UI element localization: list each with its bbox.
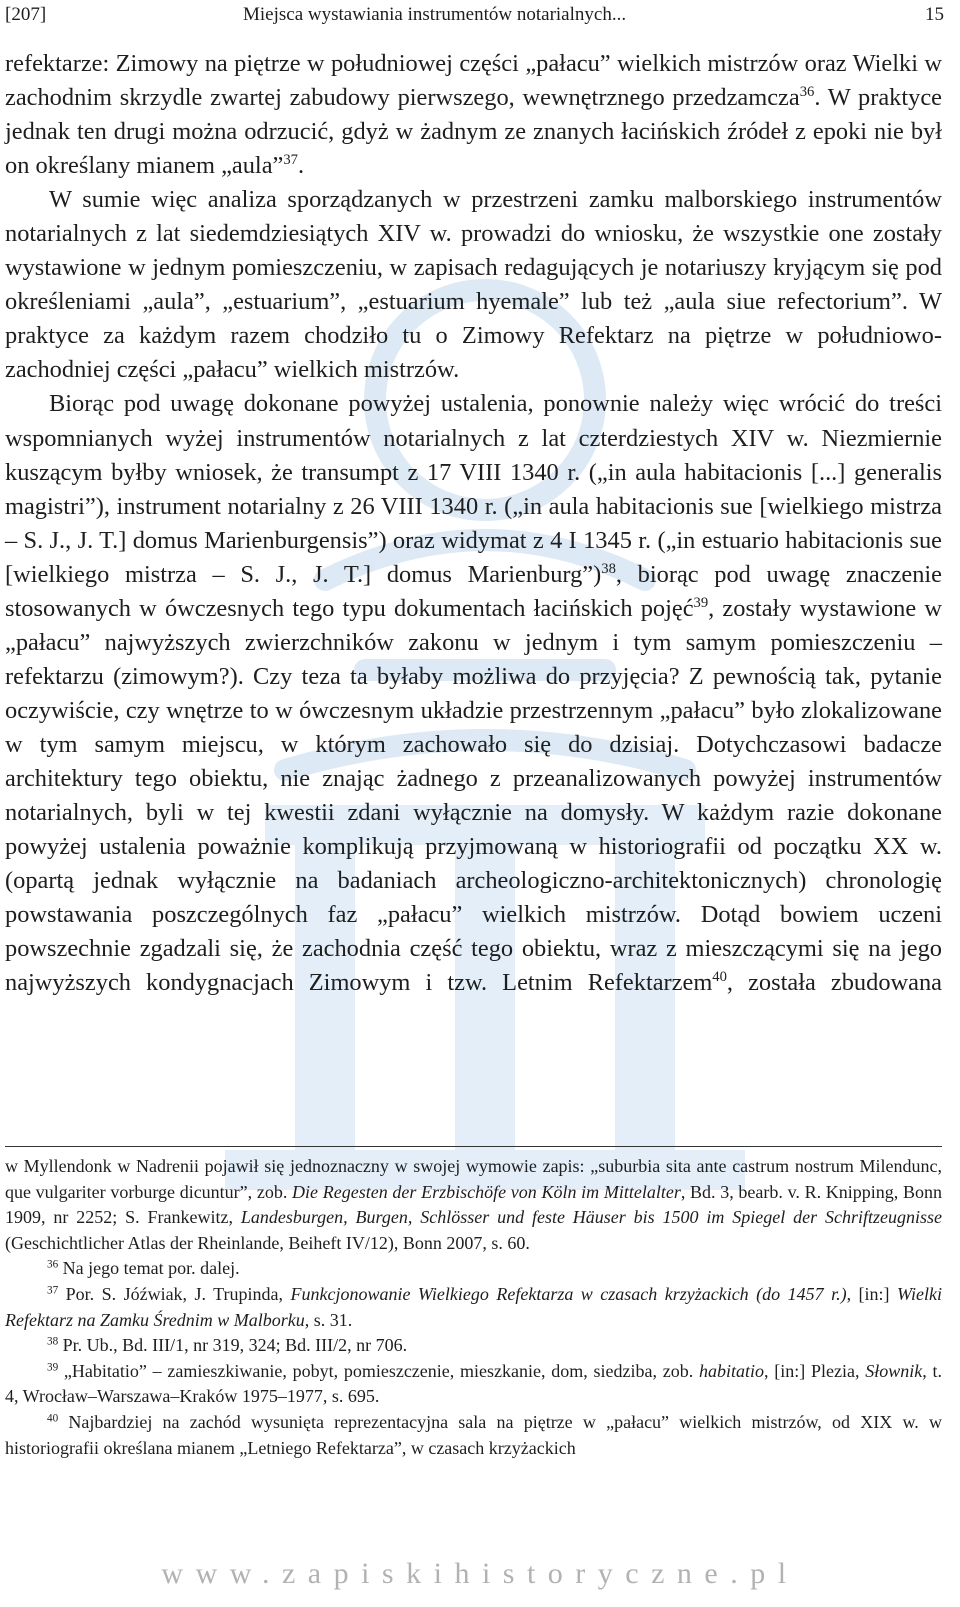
footnote-ref[interactable]: 37	[283, 152, 298, 169]
footnote-40: $^{40}$ Najbardziej na zachód wysunięta reprezentacyjna sala na piętrze w „pałacu” wielkich mistrzów, od XIX w. w historiografii określana mianem „Letniego Refektarza”, w czasach krzyżackich	[5, 1411, 942, 1458]
running-header	[5, 0, 944, 30]
footnote-36: $^{36}$ Na jego temat por. dalej.	[47, 1258, 240, 1279]
footer-website[interactable]: www.zapiskihistoryczne.pl	[161, 1557, 799, 1590]
footnote-ref[interactable]: 40	[712, 969, 727, 986]
footnote-37: $^{37}$ Por. S. Jóźwiak, J. Trupinda, Funkcjonowanie Wielkiego Refektarza w czasach krzyżackich (do 1457 r.), [in:] Wielki Refektarz na Zamku Średnim w Malborku, s. 31.	[5, 1283, 942, 1330]
footnotes	[5, 1154, 942, 1461]
footnote-ref[interactable]: 39	[693, 594, 709, 611]
footnote-ref[interactable]: 36	[799, 84, 815, 101]
page-number: 15	[925, 4, 944, 25]
paragraph: W sumie więc analiza sporządzanych w przestrzeni zamku malborskiego instrumentów notarialnych z lat siedemdziesiątych XIV w. prowadzi do wniosku, że wszystkie one zostały wystawione w jednym pomieszczeniu, w zapisach redagujących je notariuszy kryjącym się pod określeniami „aula”, „estuarium”, „estuarium hyemale” lub też „aula siue refectorium”. W praktyce za każdym razem chodziło tu o Zimowy Refektarz na piętrze w południowo-zachodniej części „pałacu” wielkich mistrzów.	[5, 186, 942, 384]
footnote-divider	[5, 1146, 942, 1147]
footnote-ref[interactable]: 38	[601, 560, 616, 577]
footnote-39: $^{39}$ „Habitatio” – zamieszkiwanie, pobyt, pomieszczenie, mieszkanie, dom, siedziba, zob. habitatio, [in:] Plezia, Słownik, t. 4, Wrocław–Warszawa–Kraków 1975–1977, s. 695.	[5, 1360, 942, 1407]
paragraph: Biorąc pod uwagę dokonane powyżej ustalenia, ponownie należy więc wrócić do treści wspomnianych wyżej instrumentów notarialnych z lat czterdziestych XIV w. Niezmiernie kuszącym byłby wniosek, że transumpt z 17 VIII 1340 r. („in aula habitacionis [...] generalis magistri”), instrument notarialny z 26 VIII 1340 r. („in aula habitacionis sue [wielkiego mistrza – S. J., J. T.] domus Marienburgensis”) oraz widymat z 4 I 1345 r. („in estuario habitacionis sue [wielkiego mistrza – S. J., J. T.] domus Marienburg”)$^{38}$, biorąc pod uwagę znaczenie stosowanych w ówczesnych tego typu dokumentach łacińskich pojęć$^{39}$, zostały wystawione w „pałacu” najwyższych zwierzchników zakonu w jednym i tym samym pomieszczeniu – refektarzu (zimowym?). Czy teza ta byłaby możliwa do przyjęcia? Z pewnością tak, pytanie oczywiście, czy wnętrze to w ówczesnym układzie przestrzennym „pałacu” było zlokalizowane w tym samym miejscu, w którym zachowało się do dzisiaj. Dotychczasowi badacze architektury tego obiektu, nie znając żadnego z przeanalizowanych powyżej instrumentów notarialnych, byli w tej kwestii zdani wyłącznie na domysły. W każdym razie dokonane powyżej ustalenia poważnie komplikują przyjmowaną w historiografii od początku XX w. (opartą jednak wyłącznie na badaniach archeologiczno-architektonicznych) chronologię powstawania poszczególnych faz „pałacu” wielkich mistrzów. Dotąd bowiem uczeni powszechnie zgadzali się, że zachodnia część tego obiektu, wraz z mieszczącymi się na jego najwyższych kondygnacjach Zimowym i tzw. Letnim Refektarzem$^{40}$, została zbudowana	[5, 390, 943, 997]
main-body-text	[5, 47, 942, 1000]
page-reference: [207]	[5, 4, 47, 25]
paragraph: refektarze: Zimowy na piętrze w południowej części „pałacu” wielkich mistrzów oraz Wielki w zachodnim skrzydle zwartej zabudowy pierwszego, wewnętrznego przedzamcza$^{36}$. W praktyce jednak ten drugi można odrzucić, gdyż w żadnym ze znanych łacińskich źródeł z epoki nie był on określany mianem „aula”$^{37}$.	[5, 50, 942, 180]
footnote-38: $^{38}$ Pr. Ub., Bd. III/1, nr 319, 324; Bd. III/2, nr 706.	[47, 1335, 408, 1356]
running-title: Miejsca wystawiania instrumentów notarialnych...	[243, 4, 627, 25]
footnote-continuation: w Myllendonk w Nadrenii pojawił się jednoznaczny w swojej wymowie zapis: „suburbia sita ante castrum nostrum Milendunc, que vulgariter vorburge dicuntur”, zob. Die Regesten der Erzbischöfe von Köln im Mittelalter, Bd. 3, bearb. v. R. Knipping, Bonn 1909, nr 2252; S. Frankewitz, Landesburgen, Burgen, Schlösser und feste Häuser bis 1500 im Spiegel der Schriftzeugnisse (Geschichtlicher Atlas der Rheinlande, Beiheft IV/12), Bonn 2007, s. 60.	[5, 1156, 943, 1253]
